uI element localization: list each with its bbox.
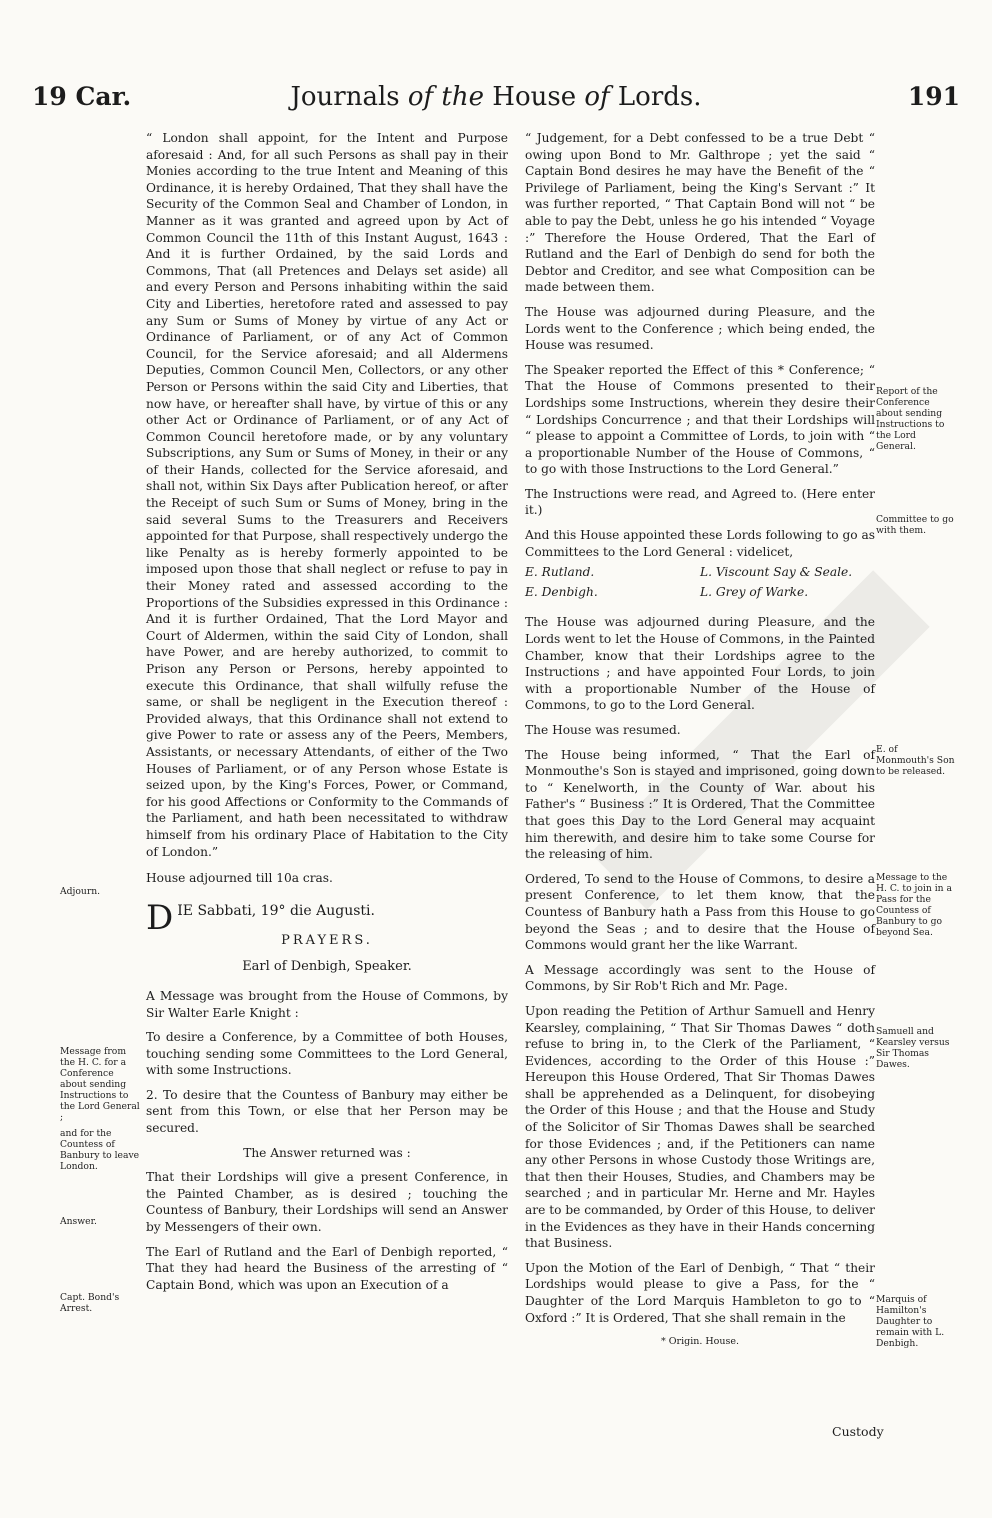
monmouth-paragraph: The House being informed, “ That the Earl of Monmouthe's Son is stayed and imprisoned, going down to “ Kenelworth, in the County of War. about his Father's “ Business :” It is Ordered, That the Committee that goes this Day to the Lord General may acquaint him therewith, and desire him to take some Course for the releasing of him. xyxy=(525,747,875,862)
ordinance-text: “ London shall appoint, for the Intent and Purpose aforesaid : And, for all such Persons as shall pay in their Monies according to the true Intent and Meaning of this Ordinance, it is hereby Ordained, That they shall have the Security of the Common Seal and Chamber of London, in Manner as it was granted and agreed upon by Act of Common Council the 11th of this Instant August, 1643 : And it is further Ordained, by the said Lords and Commons, That (all Pretences and Delays set aside) all and every Person and Persons inhabiting within the said City and Liberties, heretofore rated and assessed to pay any Sum or Sums of Money by virtue of any Act or Ordinance of Parliament, or of any Act of Common Council, for the Service aforesaid; and all Aldermens Deputies, Common Council Men, Collectors, or any other Person or Persons within the said City and Liberties, that now have, or hereafter shall have, by virtue of this or any other Act or Ordinance of Parliament, or of any Act of Common Council heretofore made, or by any voluntary Subscriptions, any Sum or Sums of Money, in their or any of their Hands, collected for the Service aforesaid, and shall not, within Six Days after Publication hereof, or after the Receipt of such Sum or Sums of Money, bring in the said several Sums to the Treasurers and Receivers appointed for that Purpose, shall respectively undergo the like Penalty as is hereby formerly appointed to be imposed upon those that shall neglect or refuse to pay in their Money rated and assessed according to the Proportions of the Subsidies expressed in this Ordinance : And it is further Ordained, That the Lord Mayor and Court of Aldermen, within the said City of London, shall have Power, and are hereby authorized, to commit to Prison any Person or Persons, hereby appointed to execute this Ordinance, that shall wilfully refuse the same, or shall be negligent in the Execution thereof : Provided always, that this Ordinance shall not extend to give Power to rate or assess any of the Peers, Members, Assistants, or necessary Attendants, of either of the Two Houses of Parliament, or of any Person whose Estate is seized upon, by the King's Forces, Power, or Command, for his good Affections or Conformity to the Commands of the Parliament, and hath been necessitated to withdraw himself from his ordinary Place of Habitation to the City of London.” xyxy=(146,131,508,859)
petition-paragraph: Upon reading the Petition of Arthur Samuell and Henry Kearsley, complaining, “ That Sir Thomas Dawes “ doth refuse to bring in, to the Clerk of the Parliament, “ Evidences, according to the Order of this House :” Hereupon this House Ordered, That Sir Thomas Dawes shall be apprehended as a Delinquent, for disobeying the Order of this House ; and that the House and Study of the Solicitor of Sir Thomas Dawes shall be searched for those Evidences ; and, if the Petitioners can name any other Persons in whose Custody those Writings are, that then their Houses, Studies, and Chambers may be searched ; and in particular Mr. Herne and Mr. Hayles are to be commanded, by Order of this House, to deliver in the Evidences as they have in their Hands concerning that Business. xyxy=(525,1003,875,1251)
margin-note-adjourn: Adjourn. xyxy=(60,886,101,897)
title-part: of xyxy=(407,82,434,112)
lord-name: E. Denbigh. xyxy=(525,584,598,599)
title-part: Lords. xyxy=(617,82,702,112)
page-header xyxy=(0,82,992,122)
lord-name: L. Grey of Warke. xyxy=(700,584,809,599)
margin-note-message: Message from the H. C. for a Conference about sending Instructions to the Lord General ; xyxy=(60,1046,140,1123)
margin-note-samuell: Samuell and Kearsley versus Sir Thomas Dawes. xyxy=(876,1026,950,1070)
margin-note-monmouth: E. of Monmouth's Son to be released. xyxy=(876,744,955,777)
title-part: of xyxy=(576,82,618,112)
speaker-line: Earl of Denbigh, Speaker. xyxy=(242,959,412,975)
margin-note-pass: Message to the H. C. to join in a Pass for the Countess of Banbury to go beyond Sea. xyxy=(876,872,952,938)
answer-heading: The Answer returned was : xyxy=(243,1145,411,1160)
lord-name: E. Rutland. xyxy=(525,565,595,580)
date-text: IE Sabbati, 19° die Augusti. xyxy=(177,902,375,919)
right-column xyxy=(525,130,875,1351)
rutland-paragraph: The Earl of Rutland and the Earl of Denbigh reported, “ That they had heard the Business of the arresting of “ Captain Bond, which was upon an Execution of a xyxy=(146,1244,508,1292)
margin-note-hamilton: Marquis of Hamilton's Daughter to remain with L. Denbigh. xyxy=(876,1294,945,1349)
instructions-paragraph: The Instructions were read, and Agreed to. (Here enter it.) xyxy=(525,486,875,518)
left-column xyxy=(146,130,508,1301)
margin-note-committee: Committee to go with them. xyxy=(876,514,954,536)
footnote: * Origin. House. xyxy=(660,1336,740,1348)
lords-list xyxy=(525,564,875,600)
margin-note-answer: Answer. xyxy=(60,1216,97,1227)
margin-note-banbury: and for the Countess of Banbury to leave London. xyxy=(60,1128,140,1172)
title-part: House xyxy=(492,82,577,112)
prayers-heading: PRAYERS. xyxy=(281,932,373,948)
date-heading xyxy=(146,897,508,938)
journal-title xyxy=(0,82,992,112)
banbury-pass-paragraph: Ordered, To send to the House of Commons, to desire a present Conference, to let them know, that the Countess of Banbury hath a Pass from this House to go beyond the Seas ; and to desire that the House of Commons would grant her the like Warrant. xyxy=(525,871,875,953)
catchword: Custody xyxy=(832,1424,884,1439)
committees-paragraph: And this House appointed these Lords following to go as Committees to the Lord General : videlicet, xyxy=(525,528,875,559)
title-part: Journals xyxy=(290,82,408,112)
painted-chamber-paragraph: The House was adjourned during Pleasure, and the Lords went to let the House of Commons, in the Painted Chamber, know that their Lordships agree to the Instructions ; and have appointed Four Lords, to join with a proportionable Number of the House of Commons, to go to the Lord General. xyxy=(525,615,875,713)
drop-cap: D xyxy=(146,897,174,938)
message-paragraph: A Message was brought from the House of Commons, by Sir Walter Earle Knight : xyxy=(146,988,508,1020)
answer-paragraph: That their Lordships will give a present Conference, in the Painted Chamber, as is desired ; touching the Countess of Banbury, their Lordships will send an Answer by Messengers of their own. xyxy=(146,1170,508,1235)
desire-paragraph-2: 2. To desire that the Countess of Banbury may either be sent from this Town, or else that her Person may be secured. xyxy=(146,1087,508,1136)
adjourn-line: House adjourned till 10a cras. xyxy=(146,871,333,886)
bond-paragraph: “ Judgement, for a Debt confessed to be a true Debt “ owing upon Bond to Mr. Galthrope ; yet the said “ Captain Bond desires he may have the Benefit of the “ Privilege of Parliament, being the King's Servant :” It was further reported, “ That Captain Bond will not “ be able to pay the Debt, unless he go his intended “ Voyage :” Therefore the House Ordered, That the Earl of Rutland and the Earl of Denbigh do send for both the Debtor and Creditor, and see what Composition can be made between them. xyxy=(525,131,875,295)
message-sent-paragraph: A Message accordingly was sent to the House of Commons, by Sir Rob't Rich and Mr. Page. xyxy=(525,962,875,994)
margin-note-report: Report of the Conference about sending Instructions to the Lord General. xyxy=(876,386,945,452)
lord-name: L. Viscount Say & Seale. xyxy=(700,565,853,580)
margin-note-bond: Capt. Bond's Arrest. xyxy=(60,1292,120,1314)
speaker-report-paragraph: The Speaker reported the Effect of this * Conference; “ That the House of Commons presented to their Lordships some Instructions, wherein they desire their “ Lordships Concurrence ; and that their Lordships will “ please to appoint a Committee of Lords, to join with “ a proportionable Number of the House of Commons, “ to go with those Instructions to the Lord General.” xyxy=(525,362,875,477)
reign-label: 19 Car. xyxy=(32,82,132,111)
resumed-line: The House was resumed. xyxy=(525,723,681,737)
denbigh-motion-paragraph: Upon the Motion of the Earl of Denbigh, “ That “ their Lordships would please to give a Pass, for the “ Daughter of the Lord Marquis Hambleton to go to “ Oxford :” It is Ordered, That she shall remain in the xyxy=(525,1260,875,1325)
title-part: the xyxy=(433,82,493,112)
adjourned-paragraph: The House was adjourned during Pleasure, and the Lords went to the Conference ; which being ended, the House was resumed. xyxy=(525,304,875,353)
desire-paragraph-1: To desire a Conference, by a Committee of both Houses, touching sending some Committees to the Lord General, with some Instructions. xyxy=(146,1030,508,1078)
page-number: 191 xyxy=(907,82,960,111)
